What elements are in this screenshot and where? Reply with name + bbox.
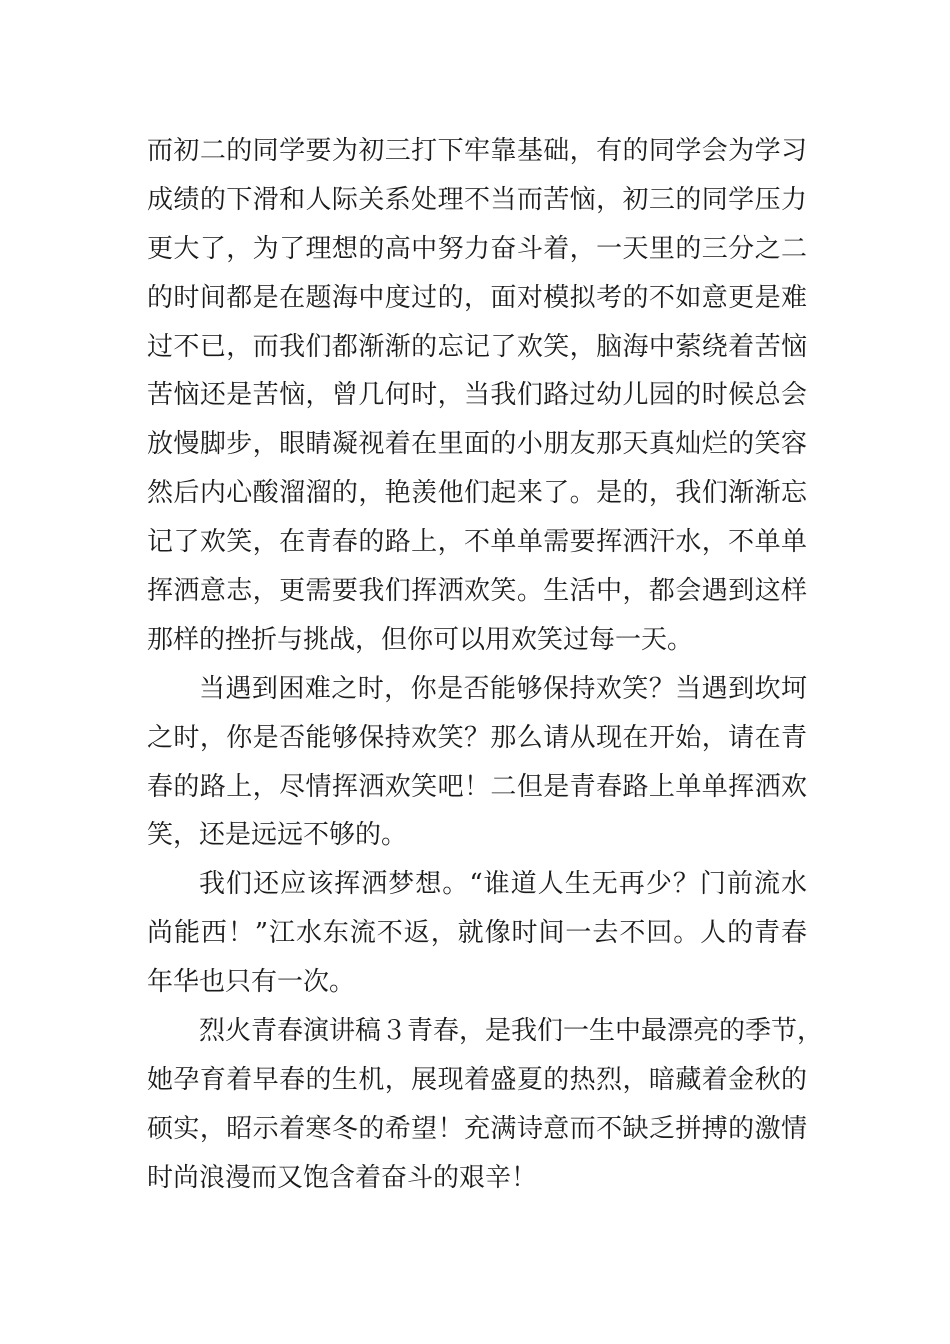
- text-line: 然后内心酸溜溜的，艳羡他们起来了。是的，我们渐渐忘: [147, 478, 807, 509]
- text-line: 那样的挫折与挑战，但你可以用欢笑过每一天。: [147, 624, 694, 655]
- text-line: 时尚浪漫而又饱含着奋斗的艰辛！: [147, 1162, 538, 1193]
- text-line: 硕实，昭示着寒冬的希望！充满诗意而不缺乏拼搏的激情: [147, 1113, 807, 1144]
- text-line: 过不已，而我们都渐渐的忘记了欢笑，脑海中萦绕着苦恼: [147, 331, 807, 362]
- paragraph-start-line: 烈火青春演讲稿３青春，是我们一生中最漂亮的季节，: [199, 1016, 824, 1047]
- text-line: 更大了，为了理想的高中努力奋斗着，一天里的三分之二: [147, 233, 807, 264]
- body-text: [147, 127, 824, 1203]
- text-line: 记了欢笑，在青春的路上，不单单需要挥洒汗水，不单单: [147, 527, 807, 558]
- text-line: 之时，你是否能够保持欢笑？那么请从现在开始，请在青: [147, 722, 807, 753]
- paragraph-start-line: 我们还应该挥洒梦想。“谁道人生无再少？门前流水: [199, 869, 807, 900]
- paragraph-start-line: 当遇到困难之时，你是否能够保持欢笑？当遇到坎坷: [199, 673, 807, 704]
- text-line: 苦恼还是苦恼，曾几何时，当我们路过幼儿园的时候总会: [147, 380, 807, 411]
- text-line: 挥洒意志，更需要我们挥洒欢笑。生活中，都会遇到这样: [147, 576, 807, 607]
- text-line: 成绩的下滑和人际关系处理不当而苦恼，初三的同学压力: [147, 184, 807, 215]
- text-line: 而初二的同学要为初三打下牢靠基础，有的同学会为学习: [147, 136, 807, 166]
- text-line: 的时间都是在题海中度过的，面对模拟考的不如意更是难: [147, 282, 807, 313]
- text-line: 春的路上，尽情挥洒欢笑吧！二但是青春路上单单挥洒欢: [147, 771, 807, 802]
- text-line: 放慢脚步，眼睛凝视着在里面的小朋友那天真灿烂的笑容: [147, 429, 807, 460]
- text-line: 尚能西！”江水东流不返，就像时间一去不回。人的青春: [147, 918, 807, 949]
- text-line: 年华也只有一次。: [147, 967, 356, 998]
- text-line: 她孕育着早春的生机，展现着盛夏的热烈，暗藏着金秋的: [147, 1064, 807, 1095]
- text-line: 笑，还是远远不够的。: [147, 820, 408, 851]
